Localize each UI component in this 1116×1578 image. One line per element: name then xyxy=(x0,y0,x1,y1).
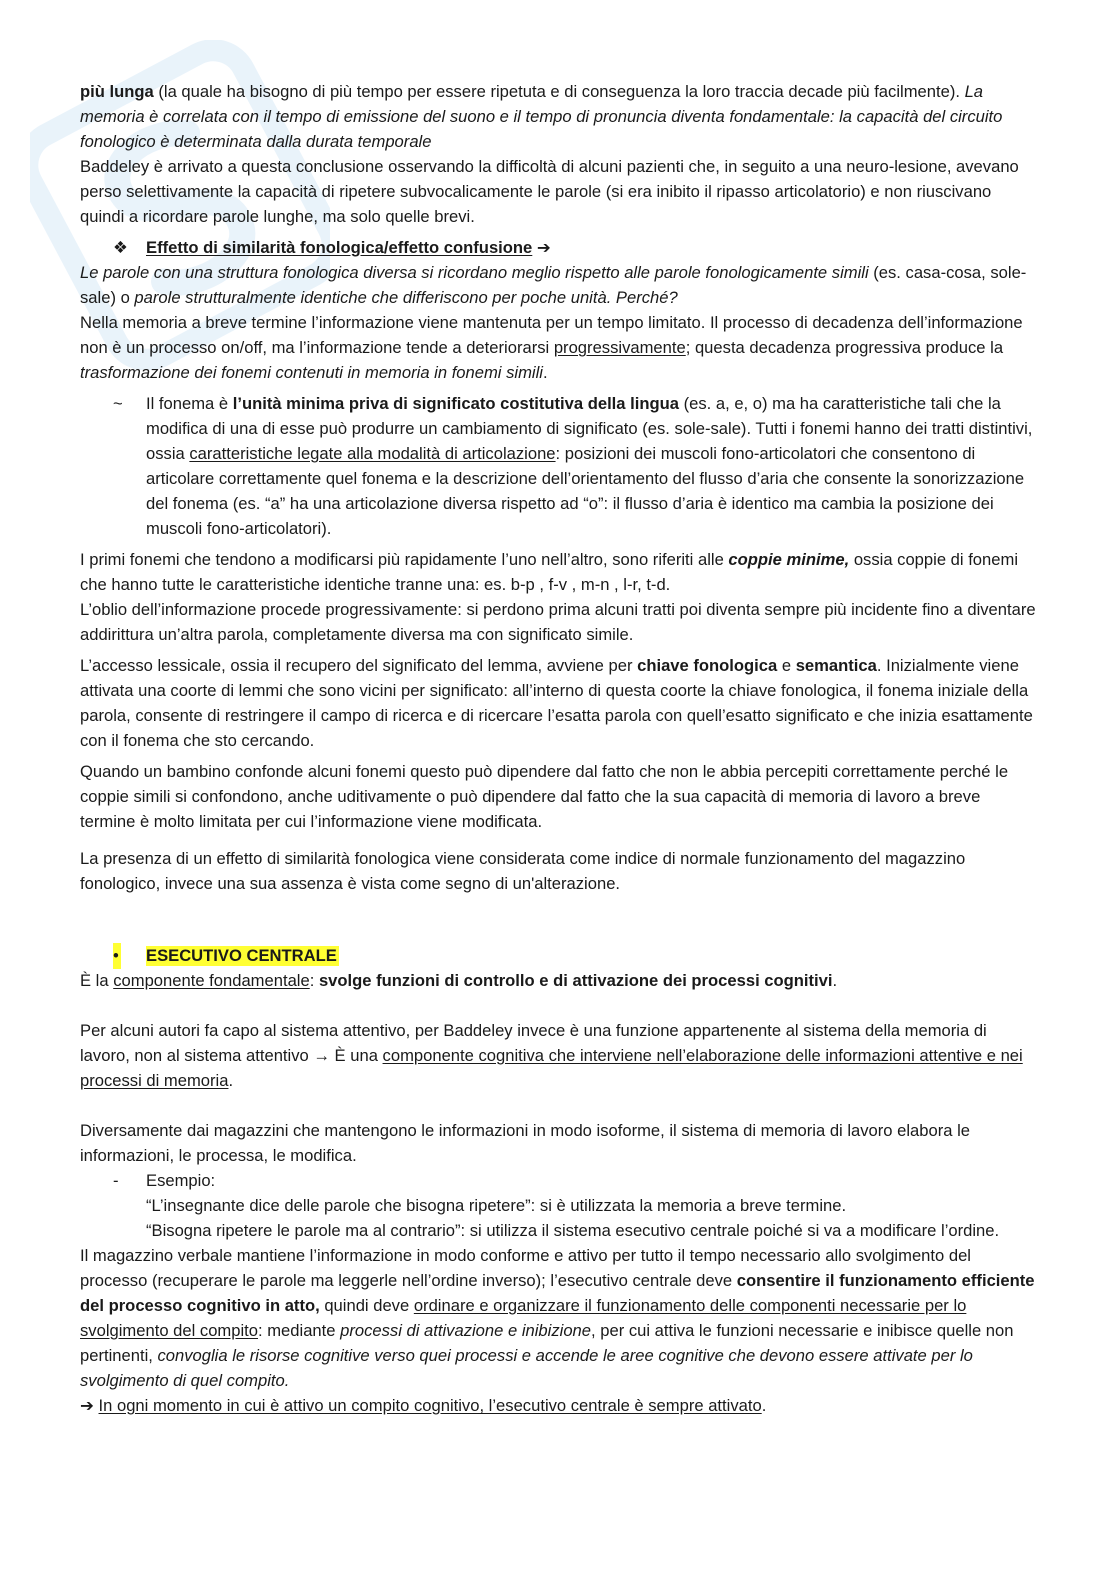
bold-term: svolge funzioni di controllo e di attivazione dei processi cognitivi xyxy=(318,971,833,990)
text-span: . xyxy=(832,971,838,990)
example-item xyxy=(80,1168,1040,1243)
text-span: Il magazzino verbale mantiene l’informazione in modo conforme e attivo per tutto il tempo necessario allo svolgimento del processo (recuperare le parole ma leggerle nell’ordine inverso); l’esecutivo centrale deve xyxy=(80,1246,971,1290)
paragraph-child-confusion: Quando un bambino confonde alcuni fonemi questo può dipendere dal fatto che non le abbia percepiti correttamente perché le coppie simili si confondono, anche uditivamente o può dipendere dal fatto che la sua capacità di memoria di lavoro a breve termine è molto limitata per cui l’informazione viene modificata. xyxy=(80,762,1009,831)
paragraph-similarity-index: La presenza di un effetto di similarità fonologica viene considerata come indice di normale funzionamento del magazzino fonologico, invece una sua assenza è vista come segno di un'alterazione. xyxy=(80,849,966,893)
heading-title: ESECUTIVO CENTRALE xyxy=(146,946,337,965)
arrow-right-icon: ➔ xyxy=(532,238,551,257)
text-span: : xyxy=(309,971,319,990)
text-span: , per cui attiva le funzioni necessarie e inibisce quelle non pertinenti, xyxy=(80,1321,1014,1365)
paragraph-attention-system xyxy=(80,1018,1040,1093)
bold-term: semantica xyxy=(795,656,877,675)
text-span: : posizioni dei muscoli fono-articolatori che consentono di articolare correttamente quel fonema e la descrizione dell’orientamento del flusso d’aria che consente la sonorizzazione del fonema (es. “a” ha una articolazione diversa rispetto ad “o”: il flusso d’aria è identico ma cambia la posizione dei muscoli fono-articolatori). xyxy=(146,444,1025,538)
heading-central-executive xyxy=(80,943,1040,968)
text-span: (es. casa-cosa, sole-sale) o xyxy=(80,263,1027,307)
italic-statement: Le parole con una struttura fonologica diversa si ricordano meglio rispetto alle parole fonologicamente simili xyxy=(80,263,869,282)
bold-term: più lunga xyxy=(80,82,154,101)
paragraph-verbal-store xyxy=(80,1243,1040,1393)
paragraph-decay xyxy=(80,310,1040,385)
heading-title: Effetto di similarità fonologica/effetto confusione xyxy=(146,238,533,257)
paragraph-core-component xyxy=(80,968,1040,993)
text-span: I primi fonemi che tendono a modificarsi più rapidamente l’uno nell’altro, sono riferiti alle xyxy=(80,550,729,569)
example-line: “L’insegnante dice delle parole che bisogna ripetere”: si è utilizzata la memoria a breve termine. xyxy=(146,1196,847,1215)
bold-term: consentire il funzionamento efficiente del processo cognitivo in atto, xyxy=(80,1271,1035,1315)
underlined-term: componente fondamentale xyxy=(113,971,310,990)
text-span: Per alcuni autori fa capo al sistema attentivo, per Baddeley invece è una funzione appartenente al sistema della memoria di lavoro, non al sistema attentivo → È una xyxy=(80,1021,987,1065)
text-span: Nella memoria a breve termine l’informazione viene mantenuta per un tempo limitato. Il processo di decadenza dell’informazione non è un processo on/off, ma l’informazione tende a deteriorarsi xyxy=(80,313,1023,357)
italic-statement: trasformazione dei fonemi contenuti in memoria in fonemi simili xyxy=(80,363,543,382)
document-body xyxy=(80,79,1040,1418)
paragraph-conclusion xyxy=(80,1393,1040,1418)
underlined-term: caratteristiche legate alla modalità di articolazione xyxy=(189,444,556,463)
text-span: . xyxy=(761,1396,767,1415)
text-span: È la xyxy=(80,971,114,990)
text-span: : mediante xyxy=(258,1321,341,1340)
underlined-term: In ogni momento in cui è attivo un compito cognitivo, l’esecutivo centrale è sempre attivato xyxy=(98,1396,762,1415)
text-span: . xyxy=(228,1071,234,1090)
dash-bullet-icon: - xyxy=(113,1171,119,1190)
text-span: quindi deve xyxy=(319,1296,414,1315)
text-span: ; questa decadenza progressiva produce la xyxy=(685,338,1004,357)
underlined-term: ordinare e organizzare il funzionamento delle componenti necessarie per lo svolgimento del compito xyxy=(80,1296,967,1340)
italic-statement: convoglia le risorse cognitive verso quei processi e accende le aree cognitive che devono essere attivate per lo svolgimento di quel compito. xyxy=(80,1346,973,1390)
text-span: (la quale ha bisogno di più tempo per essere ripetuta e di conseguenza la loro traccia decade più facilmente). xyxy=(153,82,965,101)
diamond-bullet-icon: ❖ xyxy=(113,238,128,257)
italic-statement: La memoria è correlata con il tempo di emissione del suono e il tempo di pronuncia diventa fondamentale: la capacità del circuito fonologico è determinata dalla durata temporale xyxy=(80,82,1003,151)
text-span: . Inizialmente viene attivata una coorte di lemmi che sono vicini per significato: all’interno di questa coorte la chiave fonologica, il fonema iniziale della parola, consente di restringere il campo di ricerca e di ricercare l’esatta parola con quell’esatto significato e che inizia esattamente con il fonema che sto cercando. xyxy=(80,656,1033,750)
text-span: (es. a, e, o) ma ha caratteristiche tali che la modifica di una di esse può produrre un cambiamento di significato (es. sole-sale). Tutti i fonemi hanno dei tratti distintivi, ossia xyxy=(146,394,1033,463)
underlined-term: progressivamente xyxy=(553,338,686,357)
paragraph-forgetting: L’oblio dell’informazione procede progressivamente: si perdono prima alcuni tratti poi diventa sempre più incidente fino a diventare addirittura un’altra parola, completamente diversa ma con significato simile. xyxy=(80,600,1036,644)
bold-italic-term: coppie minime, xyxy=(728,550,850,569)
bold-term: chiave fonologica xyxy=(637,656,778,675)
round-bullet-icon: • xyxy=(113,943,121,969)
bold-term: l’unità minima priva di significato costitutiva della lingua xyxy=(232,394,679,413)
example-line: “Bisogna ripetere le parole ma al contrario”: si utilizza il sistema esecutivo centrale poiché si va a modificare l’ordine. xyxy=(146,1221,1000,1240)
paragraph-working-memory: Diversamente dai magazzini che mantengono le informazioni in modo isoforme, il sistema di memoria di lavoro elabora le informazioni, le processa, le modifica. xyxy=(80,1121,971,1165)
paragraph-baddeley: Baddeley è arrivato a questa conclusione osservando la difficoltà di alcuni pazienti che, in seguito a una neuro-lesione, avevano perso selettivamente la capacità di ripetere subvocalicamente le parole (si era inibito il ripasso articolatorio) e non riuscivano quindi a ricordare parole lunghe, ma solo quelle brevi. xyxy=(80,157,1019,226)
tilde-bullet-icon: ~ xyxy=(113,394,123,413)
paragraph-structure xyxy=(80,260,1040,310)
paragraph-minimal-pairs xyxy=(80,547,1040,597)
paragraph-lexical-access xyxy=(80,653,1040,753)
example-label: Esempio: xyxy=(146,1171,216,1190)
text-span: Il fonema è xyxy=(146,394,233,413)
text-span: L’accesso lessicale, ossia il recupero del significato del lemma, avviene per xyxy=(80,656,638,675)
text-span: . xyxy=(542,363,548,382)
phoneme-definition-item xyxy=(80,391,1040,541)
text-span: ossia coppie di fonemi che hanno tutte le caratteristiche identiche tranne una: es. b-p , f-v , m-n , l-r, t-d. xyxy=(80,550,1019,594)
italic-statement: processi di attivazione e inibizione xyxy=(340,1321,592,1340)
text-span: e xyxy=(777,656,796,675)
underlined-term: componente cognitiva che interviene nell’elaborazione delle informazioni attentive e nei processi di memoria xyxy=(80,1046,1023,1090)
heading-similarity-effect xyxy=(80,235,1040,260)
italic-statement: parole strutturalmente identiche che differiscono per poche unità. Perché? xyxy=(134,288,678,307)
arrow-right-icon: ➔ xyxy=(80,1396,99,1415)
paragraph-long-words xyxy=(80,79,1040,154)
